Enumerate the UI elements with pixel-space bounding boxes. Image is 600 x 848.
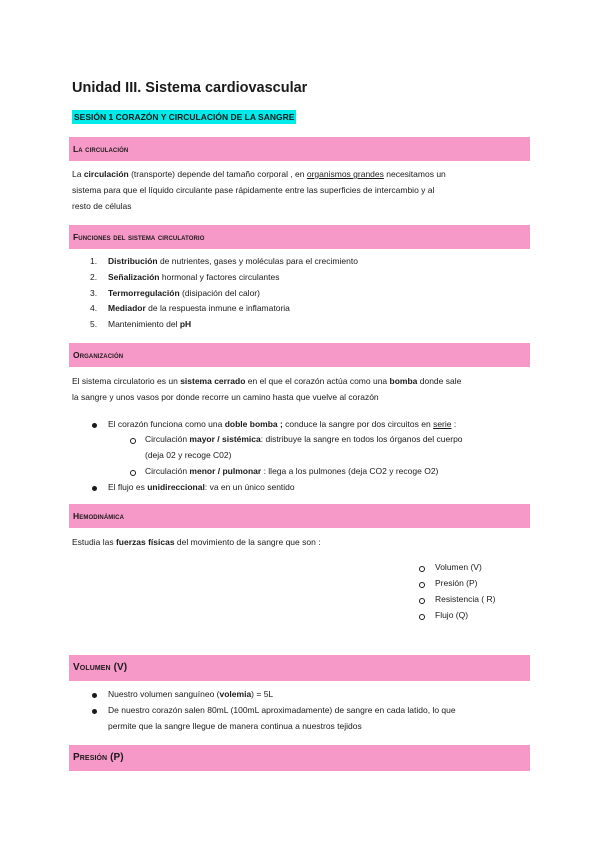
paragraph-organizacion-line1: El sistema circulatorio es un sistema cerrado en el que el corazón actúa como una bomba donde sale <box>72 376 462 386</box>
circle-bullet-icon <box>130 470 136 476</box>
section-heading-organizacion: Organización <box>69 343 530 367</box>
bullet-volemia: Nuestro volumen sanguíneo (volemia) = 5L <box>108 689 274 699</box>
bullet-doble-bomba: El corazón funciona como una doble bomba ; conduce la sangre por dos circuitos en serie : <box>108 419 457 429</box>
circle-bullet-icon <box>419 598 425 604</box>
bullet-corazon-cont: permite que la sangre llegue de manera continua a nuestros tejidos <box>108 721 362 731</box>
list-item: Presión (P) <box>435 578 478 588</box>
bullet-icon <box>92 486 97 491</box>
bullet-icon <box>92 423 97 428</box>
list-item: 4. <box>90 303 98 313</box>
section-heading-hemodinamica: Hemodinámica <box>69 504 530 528</box>
sub-bullet-menor: Circulación menor / pulmonar : llega a los pulmones (deja CO2 y recoge O2) <box>145 466 439 476</box>
page-title: Unidad III. Sistema cardiovascular <box>72 80 308 96</box>
list-item: Volumen (V) <box>435 562 482 572</box>
paragraph-circulacion: La circulación (transporte) depende del tamaño corporal , en organismos grandes necesitamos un sistema para que el líquido circulante pase rápidamente entre las superficies de intercambio y al resto de células <box>72 169 446 211</box>
sub-bullet-mayor-cont: (deja 02 y recoge C02) <box>145 450 232 460</box>
circle-bullet-icon <box>419 614 425 620</box>
bullet-icon <box>92 709 97 714</box>
bullet-flujo: El flujo es unidireccional: va en un único sentido <box>108 482 295 492</box>
list-item-text: Señalización hormonal y factores circulantes <box>108 272 280 282</box>
paragraph-organizacion-line2: la sangre y unos vasos por donde recorre un camino hasta que vuelve al corazón <box>72 392 379 402</box>
list-item-text: Mantenimiento del pH <box>108 319 192 329</box>
session-heading: SESIÓN 1 CORAZÓN Y CIRCULACIÓN DE LA SANGRE <box>74 112 295 122</box>
list-item: 5. <box>90 319 98 329</box>
bullet-corazon: De nuestro corazón salen 80mL (100mL aproximadamente) de sangre en cada latido, lo que <box>108 705 456 715</box>
sub-bullet-mayor: Circulación mayor / sistémica: distribuye la sangre en todos los órganos del cuerpo <box>145 434 463 444</box>
section-heading-volumen: Volumen (V) <box>69 655 530 681</box>
list-item: Flujo (Q) <box>435 610 469 620</box>
section-heading-circulacion: La circulación <box>69 137 530 161</box>
list-item: 1. <box>90 256 98 266</box>
section-heading-funciones: Funciones del sistema circulatorio <box>69 225 530 249</box>
list-item: 3. <box>90 288 98 298</box>
circle-bullet-icon <box>419 566 425 572</box>
bullet-icon <box>92 693 97 698</box>
list-item-text: Mediador de la respuesta inmune e inflamatoria <box>108 303 290 313</box>
list-item: 2. <box>90 272 98 282</box>
paragraph-hemodinamica: Estudia las fuerzas físicas del movimiento de la sangre que son : <box>72 537 321 547</box>
circle-bullet-icon <box>419 582 425 588</box>
list-item-text: Termorregulación (disipación del calor) <box>108 288 260 298</box>
list-item-text: Distribución de nutrientes, gases y moléculas para el crecimiento <box>108 256 358 266</box>
section-heading-presion: Presión (P) <box>69 745 530 771</box>
circle-bullet-icon <box>130 438 136 444</box>
list-item: Resistencia ( R) <box>435 594 496 604</box>
